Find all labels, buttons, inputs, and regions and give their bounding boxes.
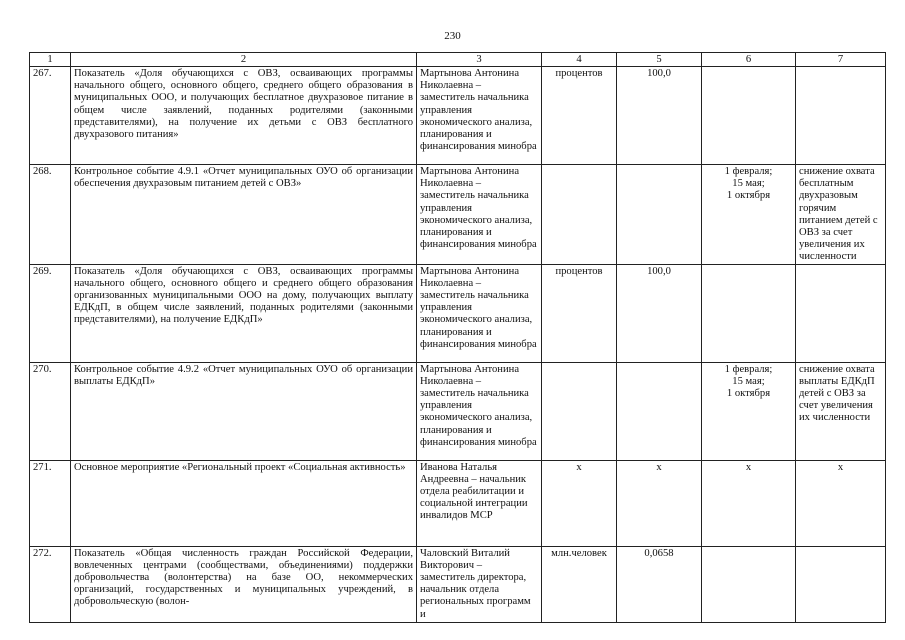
row-description: Основное мероприятие «Региональный проект «Социальная активность» (71, 460, 417, 546)
row-responsible: Мартынова Антонина Николаевна – заместитель начальника управления экономического анализа, планирования и финансирования минобра (417, 67, 542, 165)
row-number: 272. (30, 546, 71, 622)
table-row (30, 362, 886, 460)
column-header: 1 (30, 53, 71, 67)
row-unit: млн.человек (542, 546, 617, 622)
row-deadline: 1 февраля; 15 мая; 1 октября (702, 165, 796, 265)
row-note (796, 264, 886, 362)
row-deadline (702, 264, 796, 362)
header-row (30, 53, 886, 67)
row-note (796, 546, 886, 622)
table-row (30, 165, 886, 265)
column-header: 7 (796, 53, 886, 67)
row-number: 268. (30, 165, 71, 265)
row-number: 267. (30, 67, 71, 165)
column-header: 3 (417, 53, 542, 67)
row-note: снижение охвата бесплатным двухразовым горячим питанием детей с ОВЗ за счет увеличения их численности (796, 165, 886, 265)
row-value (617, 362, 702, 460)
column-header: 5 (617, 53, 702, 67)
row-value: 0,0658 (617, 546, 702, 622)
row-unit (542, 165, 617, 265)
row-responsible: Чаловский Виталий Викторович – заместитель директора, начальник отдела региональных программ и (417, 546, 542, 622)
row-value: х (617, 460, 702, 546)
column-header: 4 (542, 53, 617, 67)
row-responsible: Иванова Наталья Андреевна – начальник отдела реабилитации и социальной интеграции инвалидов МСР (417, 460, 542, 546)
row-value (617, 165, 702, 265)
row-number: 270. (30, 362, 71, 460)
row-deadline: 1 февраля; 15 мая; 1 октября (702, 362, 796, 460)
row-description: Контрольное событие 4.9.1 «Отчет муниципальных ОУО об организации обеспечения двухразовым питанием детей с ОВЗ» (71, 165, 417, 265)
row-description: Контрольное событие 4.9.2 «Отчет муниципальных ОУО об организации выплаты ЕДКдП» (71, 362, 417, 460)
row-number: 271. (30, 460, 71, 546)
column-header: 6 (702, 53, 796, 67)
row-value: 100,0 (617, 264, 702, 362)
row-responsible: Мартынова Антонина Николаевна – заместитель начальника управления экономического анализа, планирования и финансирования минобра (417, 264, 542, 362)
row-unit: х (542, 460, 617, 546)
row-description: Показатель «Общая численность граждан Российской Федерации, вовлеченных центрами (сообществами, объединениями) поддержки добровольчества (волонтерства) на базе ОО, некоммерческих организаций, государственных и муниципальных учреждений, в добровольческую (волон- (71, 546, 417, 622)
row-responsible: Мартынова Антонина Николаевна – заместитель начальника управления экономического анализа, планирования и финансирования минобра (417, 165, 542, 265)
row-number: 269. (30, 264, 71, 362)
row-note (796, 67, 886, 165)
table-row (30, 460, 886, 546)
row-unit: процентов (542, 264, 617, 362)
table-row (30, 67, 886, 165)
row-note: снижение охвата выплаты ЕДКдП детей с ОВЗ за счет увеличения их численности (796, 362, 886, 460)
row-unit (542, 362, 617, 460)
row-description: Показатель «Доля обучающихся с ОВЗ, осваивающих программы начального общего, основного общего и среднего общего образования организованных муниципальными ООО на дому, получающих выплату ЕДКдП, в общем числе заявлений, поданных родителями (законными представителями), на получение ЕДКдП» (71, 264, 417, 362)
row-deadline (702, 546, 796, 622)
row-value: 100,0 (617, 67, 702, 165)
program-table (29, 52, 886, 623)
table-row (30, 264, 886, 362)
page-number: 230 (444, 30, 461, 42)
row-deadline: х (702, 460, 796, 546)
row-unit: процентов (542, 67, 617, 165)
table-row (30, 546, 886, 622)
row-note: х (796, 460, 886, 546)
row-description: Показатель «Доля обучающихся с ОВЗ, осваивающих программы начального общего, основного общего, среднего общего образования в муниципальных ООО, и получающих бесплатное двухразовое питание в общем числе заявлений, поданных родителями (законными представителями), на получение их детьми с ОВЗ бесплатного двухразового питания» (71, 67, 417, 165)
column-header: 2 (71, 53, 417, 67)
row-responsible: Мартынова Антонина Николаевна – заместитель начальника управления экономического анализа, планирования и финансирования минобра (417, 362, 542, 460)
row-deadline (702, 67, 796, 165)
